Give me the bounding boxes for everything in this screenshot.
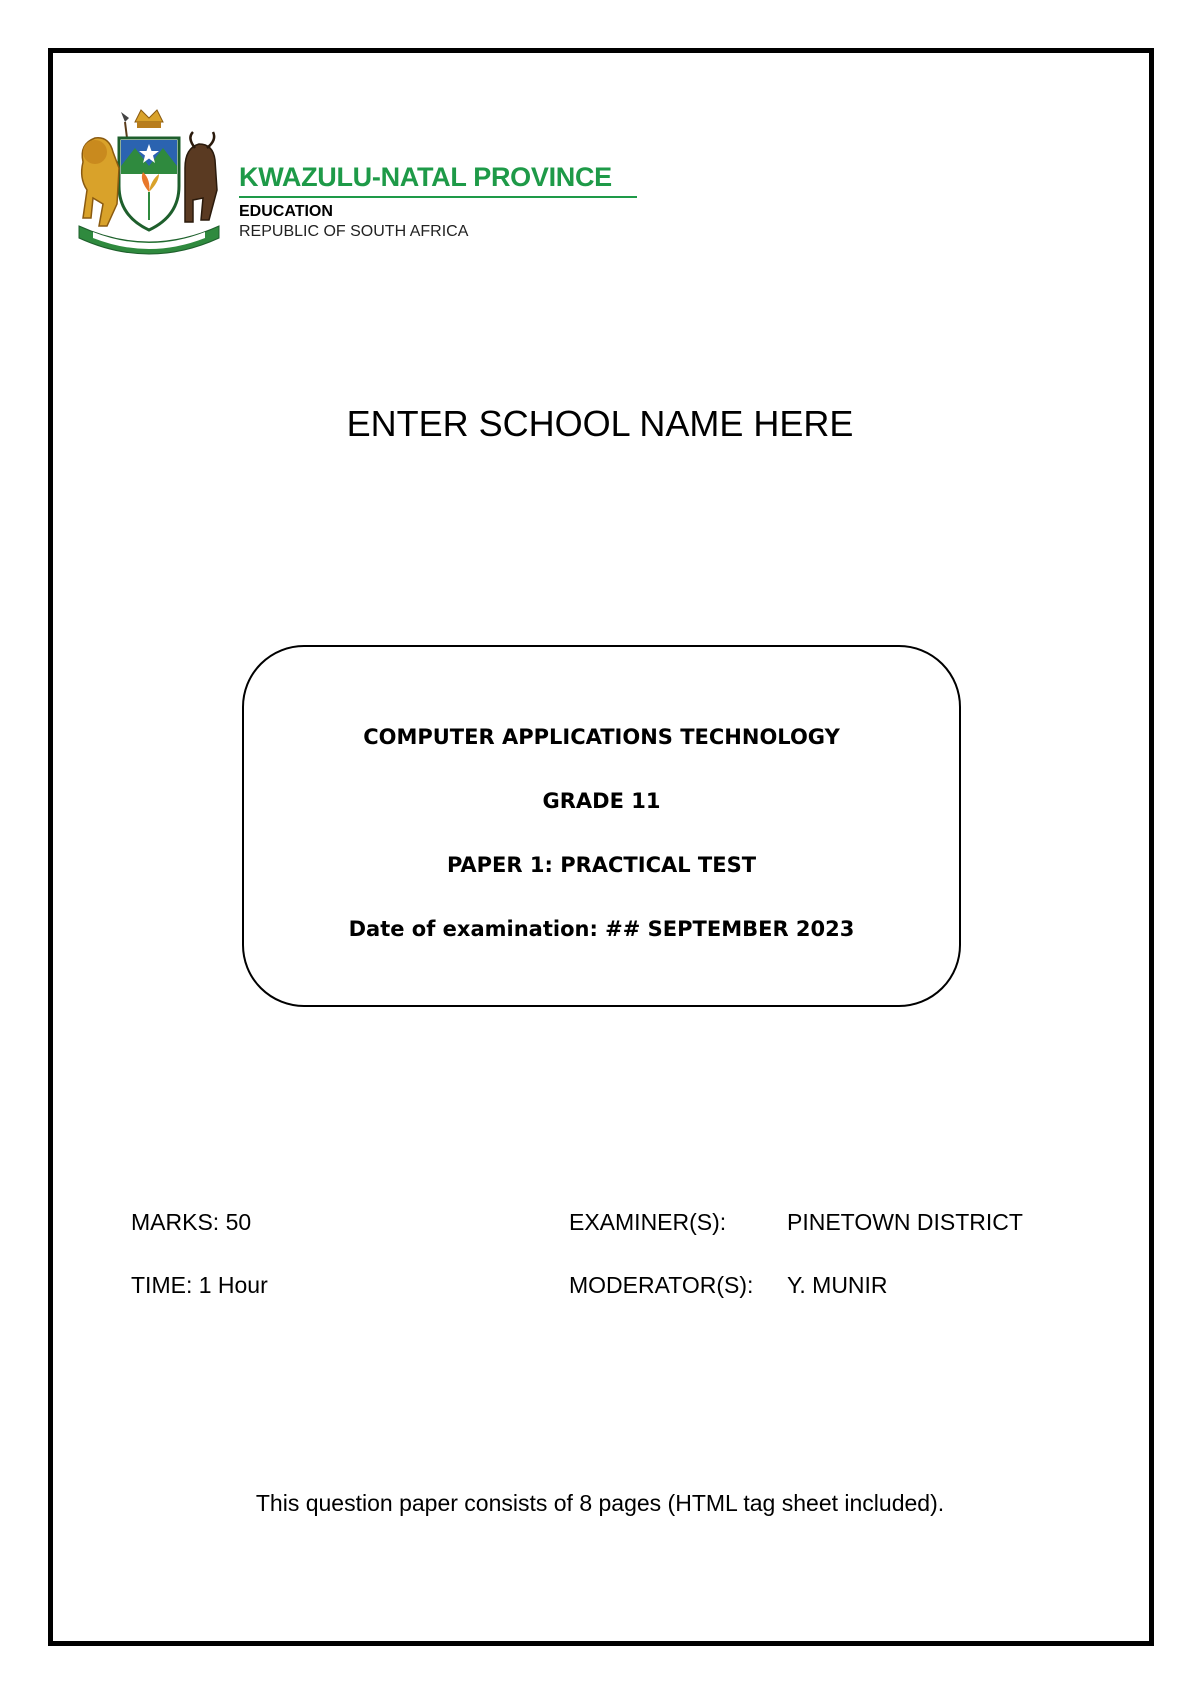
time-text: TIME: 1 Hour	[131, 1272, 268, 1298]
page-count-note: This question paper consists of 8 pages (HTML tag sheet included).	[255, 1490, 945, 1516]
examiner-label: EXAMINER(S):	[569, 1209, 727, 1235]
country-name: REPUBLIC OF SOUTH AFRICA	[239, 223, 469, 240]
header-divider	[239, 196, 637, 198]
subject-title: COMPUTER APPLICATIONS TECHNOLOGY	[363, 725, 840, 749]
exam-date: Date of examination: ## SEPTEMBER 2023	[348, 917, 855, 941]
school-name-title: ENTER SCHOOL NAME HERE	[346, 403, 854, 444]
examiner-value: PINETOWN DISTRICT	[787, 1209, 1023, 1235]
kzn-coat-of-arms-icon	[73, 108, 225, 260]
moderator-value: Y. MUNIR	[787, 1272, 888, 1298]
province-name: KWAZULU-NATAL PROVINCE	[239, 162, 612, 192]
department-logo	[73, 108, 633, 260]
exam-info-box	[242, 645, 961, 1007]
department-name: EDUCATION	[239, 203, 333, 220]
marks-text: MARKS: 50	[131, 1209, 252, 1235]
moderator-label: MODERATOR(S):	[569, 1272, 754, 1298]
grade-label: GRADE 11	[542, 789, 661, 813]
paper-label: PAPER 1: PRACTICAL TEST	[446, 853, 757, 877]
